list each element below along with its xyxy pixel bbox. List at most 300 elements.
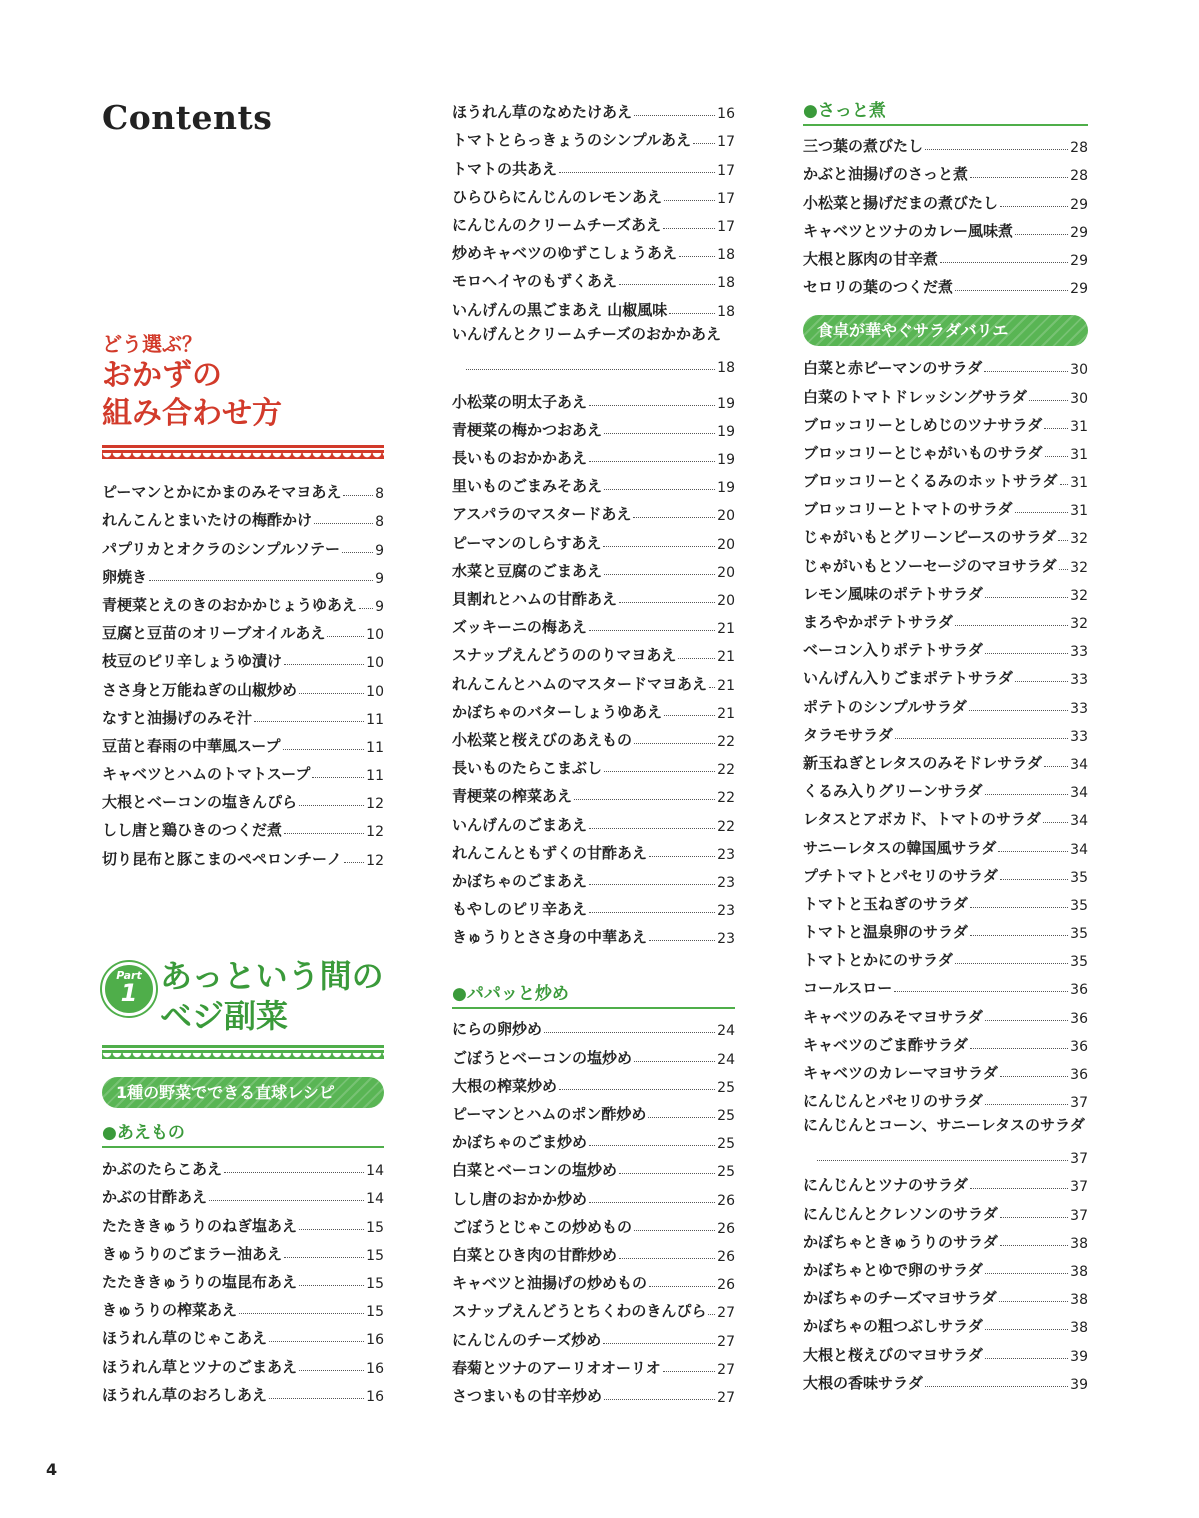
toc-entry-page: 35 [1070,869,1088,886]
toc-entry-page: 24 [717,1051,735,1068]
dot-leader [603,546,715,547]
toc-entry-title: 里いものごまみそあえ [452,477,603,496]
dot-leader [283,749,365,750]
dot-leader [1045,456,1069,457]
section-combination-header [102,328,384,459]
aemono-header [102,1120,384,1150]
toc-entry [803,547,1088,575]
toc-entry-page: 25 [717,1108,735,1124]
toc-entry [452,919,735,947]
toc-entry-page: 35 [1070,897,1088,914]
toc-entry-title: れんこんとハムのマスタードマヨあえ [452,674,708,693]
toc-entry-page: 21 [717,677,735,694]
toc-entry [102,615,384,643]
toc-entry-page: 15 [366,1304,384,1321]
toc-entry [102,1377,384,1405]
toc-entry-title: きゅうりとささ身の中華あえ [452,928,648,947]
toc-entry-title: 豆腐と豆苗のオリーブオイルあえ [102,624,326,643]
toc-entry-page: 10 [366,683,384,700]
dot-leader [925,149,1068,150]
dot-leader [894,991,1068,992]
dot-leader [224,1172,364,1173]
salad-wrap-page: 37 [1070,1151,1088,1168]
toc-entry-page: 15 [366,1219,384,1236]
aemono-heading: ●あえもの [102,1120,384,1148]
dot-leader [1044,428,1068,429]
dot-leader [970,177,1068,178]
dot-leader [342,552,373,553]
dot-leader [955,290,1068,291]
toc-entry-title: レモン風味のポテトサラダ [803,584,983,603]
ni-list [803,128,1088,297]
toc-entry-title: いんげんの黒ごまあえ 山椒風味 [452,300,668,319]
toc-entry [803,491,1088,519]
toc-entry [452,609,735,637]
toc-entry [803,1055,1088,1083]
toc-entry [452,806,735,834]
toc-entry [452,1321,735,1349]
toc-entry-title: 長いものおかかあえ [452,449,588,468]
toc-entry [803,1336,1088,1364]
dot-leader [985,597,1068,598]
toc-entry-page: 38 [1070,1292,1088,1309]
toc-entry-title: なすと油揚げのみそ汁 [102,708,253,727]
dot-leader [999,1301,1068,1302]
toc-entry-title: れんこんとまいたけの梅酢かけ [102,511,313,530]
toc-entry [803,350,1088,378]
toc-entry [102,587,384,615]
toc-entry-page: 22 [717,818,735,835]
toc-entry [452,1378,735,1406]
toc-entry-title: いんげんのごまあえ [452,815,588,834]
toc-entry-title: ブロッコリーとしめじのツナサラダ [803,415,1043,434]
toc-entry-page: 19 [717,452,735,469]
green-scallop-divider [102,1045,384,1059]
dot-leader [149,580,373,581]
toc-entry [102,784,384,812]
toc-entry-page: 35 [1070,954,1088,971]
toc-entry-page: 31 [1070,418,1088,435]
dot-leader [969,710,1068,711]
toc-entry [803,1224,1088,1252]
toc-entry-page: 36 [1070,1038,1088,1055]
dot-leader [343,495,373,496]
toc-entry [803,801,1088,829]
dot-leader [589,884,715,885]
page-title: Contents [102,98,273,137]
toc-entry-page: 36 [1070,1067,1088,1083]
toc-entry [452,468,735,496]
toc-entry-title: たたききゅうりの塩昆布あえ [102,1272,298,1291]
toc-entry [452,581,735,609]
toc-entry-page: 17 [717,162,735,179]
toc-entry-title: じゃがいもとグリーンピースのサラダ [803,528,1057,547]
toc-entry-title: かぼちゃときゅうりのサラダ [803,1232,998,1251]
toc-entry-title: にんじんのクリームチーズあえ [452,215,661,234]
toc-entry-page: 26 [717,1277,735,1294]
dot-leader [589,828,715,829]
toc-entry-title: たたききゅうりのねぎ塩あえ [102,1216,298,1235]
toc-entry [452,637,735,665]
toc-entry-title: しし唐のおかか炒め [452,1189,588,1208]
toc-entry [452,553,735,581]
toc-entry-page: 16 [366,1360,384,1377]
toc-entry-page: 20 [717,508,735,525]
toc-entry [452,1265,735,1293]
toc-entry-title: プチトマトとパセリのサラダ [803,866,998,885]
toc-entry-title: 貝割れとハムの甘酢あえ [452,590,618,608]
toc-entry-page: 11 [366,711,384,728]
toc-entry [803,463,1088,491]
dot-leader [708,1314,715,1315]
toc-entry [452,524,735,552]
dot-leader [314,523,373,524]
toc-entry-title: 小松菜と揚げだまの煮びたし [803,193,999,212]
toc-entry-page: 22 [717,790,735,807]
toc-entry-page: 17 [717,218,735,235]
dot-leader [604,489,715,490]
dot-leader [559,1089,715,1090]
toc-entry-page: 25 [717,1164,735,1181]
toc-entry [452,778,735,806]
toc-entry-title: 切り昆布と豚こまのペペロンチーノ [102,849,342,868]
toc-entry-page: 27 [717,1305,735,1322]
toc-entry [803,1280,1088,1308]
toc-entry [452,94,735,122]
part-title-line1: あっという間の [160,957,384,995]
toc-entry-title: しし唐と鶏ひきのつくだ煮 [102,821,283,840]
toc-entry-title: アスパラのマスタードあえ [452,505,632,524]
toc-entry [452,665,735,693]
dot-leader [1000,1076,1068,1077]
toc-entry-title: もやしのピリ辛あえ [452,900,588,919]
aemono-wrap-entry [452,320,735,376]
toc-entry-page: 16 [717,106,735,123]
toc-entry [803,241,1088,269]
toc-entry-title: ピーマンとかにかまのみそマヨあえ [102,483,342,502]
toc-entry-page: 32 [1070,587,1088,604]
column-b [452,94,735,1406]
dot-leader [604,771,715,772]
dot-leader [664,715,715,716]
toc-entry-title: にらの卵炒め [452,1020,543,1039]
toc-entry-page: 23 [717,903,735,920]
dot-leader [985,653,1068,654]
toc-entry-page: 23 [717,846,735,863]
part-title [160,956,384,1036]
toc-entry-title: 青梗菜の梅かつおあえ [452,420,603,439]
toc-entry-page: 20 [717,593,735,609]
dot-leader [589,912,715,913]
dot-leader [604,1399,715,1400]
toc-entry-title: ほうれん草のなめたけあえ [452,103,633,122]
toc-entry-page: 28 [1070,168,1088,185]
dot-leader [559,172,715,173]
toc-entry-title: セロリの葉のつくだ煮 [803,278,954,297]
dot-leader [619,602,715,603]
dot-leader [1044,766,1068,767]
toc-entry [803,1365,1088,1393]
toc-entry [803,184,1088,212]
toc-entry [102,559,384,587]
toc-entry-title: コールスロー [803,979,893,998]
toc-entry-title: ほうれん草のじゃこあえ [102,1329,268,1348]
toc-entry-page: 31 [1070,503,1088,520]
toc-entry-page: 29 [1070,281,1088,298]
toc-entry-page: 36 [1070,982,1088,999]
dot-leader [1015,234,1068,235]
toc-entry-title: モロヘイヤのもずくあえ [452,272,618,291]
toc-entry-title: キャベツとツナのカレー風味煮 [803,221,1014,240]
toc-entry-title: ピーマンとハムのポン酢炒め [452,1105,647,1123]
toc-entry [452,263,735,291]
toc-entry-page: 24 [717,1023,735,1040]
toc-entry [102,812,384,840]
toc-entry-title: ごぼうとじゃこの炒めもの [452,1217,633,1236]
toc-entry-page: 27 [717,1333,735,1350]
toc-entry-title: まろやかポテトサラダ [803,613,953,631]
dot-leader [970,1188,1068,1189]
dot-leader [648,1117,715,1118]
toc-entry [452,150,735,178]
toc-entry [452,179,735,207]
toc-entry-page: 17 [717,190,735,207]
toc-entry [803,942,1088,970]
toc-entry [102,502,384,530]
toc-entry-page: 39 [1070,1376,1088,1393]
toc-entry-page: 30 [1070,390,1088,407]
page-number: 4 [46,1460,58,1479]
toc-entry [803,213,1088,241]
toc-entry-page: 33 [1070,672,1088,689]
toc-entry-title: レタスとアボカド、トマトのサラダ [803,810,1041,829]
toc-entry-page: 37 [1070,1179,1088,1196]
dot-leader [1000,1245,1068,1246]
toc-entry-title: スナップえんどうとちくわのきんぴら [452,1302,707,1321]
toc-entry-title: ごぼうとベーコンの塩炒め [452,1048,633,1067]
dot-leader [925,1386,1068,1387]
dot-leader [679,256,715,257]
section-subtitle: どう選ぶ？ [102,332,202,356]
toc-entry-page: 38 [1070,1320,1088,1337]
toc-entry [803,886,1088,914]
toc-entry-page: 34 [1070,813,1088,830]
toc-entry-title: かぶの甘酢あえ [102,1188,208,1207]
toc-entry-title: いんげん入りごまポテトサラダ [803,669,1013,688]
toc-entry [452,750,735,778]
toc-entry-title: くるみ入りグリーンサラダ [803,782,983,801]
toc-entry [803,1195,1088,1223]
toc-entry-page: 28 [1070,140,1088,157]
toc-entry-title: キャベツのカレーマヨサラダ [803,1064,998,1082]
section-title-line1: おかずの [102,358,222,393]
toc-entry-title: 大根と豚肉の甘辛煮 [803,249,939,268]
toc-entry [452,235,735,263]
toc-entry-title: 炒めキャベツのゆずこしょうあえ [452,244,678,263]
dot-leader [678,658,715,659]
toc-entry-page: 20 [717,536,735,553]
salad-wrap-title: にんじんとコーン、サニーレタスのサラダ [803,1116,1085,1135]
toc-entry-page: 16 [366,1388,384,1405]
toc-entry-title: 青梗菜の榨菜あえ [452,787,573,806]
dot-leader [955,963,1068,964]
toc-entry-page: 22 [717,733,735,750]
toc-entry [803,1308,1088,1336]
dot-leader [1058,540,1068,541]
wrap-entry-title: いんげんとクリームチーズのおかかあえ [452,324,721,343]
toc-entry-title: かぶと油揚げのさっと煮 [803,165,969,184]
toc-entry [102,1151,384,1179]
toc-entry-title: ピーマンのしらすあえ [452,533,602,552]
toc-entry [452,891,735,919]
dot-leader [998,851,1068,852]
dot-leader [589,1202,715,1203]
dot-leader [1015,681,1068,682]
dot-leader [269,1398,364,1399]
toc-entry-page: 33 [1070,644,1088,661]
dot-leader [955,625,1068,626]
toc-entry [452,1237,735,1265]
toc-entry [803,156,1088,184]
salad-wrap-entry [803,1111,1088,1167]
toc-entry-title: かぶのたらこあえ [102,1160,223,1179]
toc-entry [803,128,1088,156]
toc-entry-page: 36 [1070,1010,1088,1027]
part-badge [102,962,156,1016]
toc-entry-title: かぼちゃの粗つぶしサラダ [803,1317,983,1336]
dot-leader [649,940,715,941]
toc-entry-title: 大根の香味サラダ [803,1373,923,1392]
toc-entry-page: 32 [1070,616,1088,632]
dot-leader [299,805,364,806]
wrap-entry-page: 18 [717,359,735,376]
dot-leader [634,743,715,744]
toc-entry-title: かぼちゃとゆで卵のサラダ [803,1260,983,1279]
pill-label: 1種の野菜でできる直球レシピ [102,1077,384,1108]
toc-entry [452,1209,735,1237]
toc-entry-title: ポテトのシンプルサラダ [803,697,967,716]
toc-entry-page: 19 [717,395,735,412]
toc-entry-page: 29 [1070,252,1088,269]
toc-entry-title: トマトの共あえ [452,159,558,178]
toc-entry-page: 34 [1070,756,1088,773]
dot-leader [574,799,715,800]
toc-entry-title: キャベツのごま酢サラダ [803,1035,968,1054]
dot-leader [693,143,715,144]
toc-entry-page: 23 [717,874,735,891]
toc-entry-page: 32 [1070,531,1088,548]
dot-leader [663,1371,715,1372]
itame-heading: ●パパッと炒め [452,981,735,1009]
toc-entry [803,604,1088,632]
toc-entry [452,1350,735,1378]
toc-entry-page: 26 [717,1220,735,1237]
toc-entry [102,643,384,671]
section-title-line2: 組み合わせ方 [102,396,282,431]
dot-leader [344,862,364,863]
dot-leader [985,794,1069,795]
toc-entry-page: 11 [366,768,384,785]
toc-entry-page: 9 [375,598,384,615]
toc-entry-title: キャベツと油揚げの炒めもの [452,1274,648,1293]
toc-entry [452,1011,735,1039]
toc-entry-title: にんじんとツナのサラダ [803,1176,968,1195]
toc-entry [803,688,1088,716]
column-c [803,98,1088,1393]
dot-leader [299,1229,364,1230]
toc-entry [803,519,1088,547]
toc-entry-page: 12 [366,796,384,813]
toc-entry-page: 9 [375,542,384,559]
dot-leader [327,636,364,637]
toc-entry [803,435,1088,463]
dot-leader [985,1273,1068,1274]
toc-entry-title: キャベツとハムのトマトスープ [102,765,311,784]
toc-entry [452,722,735,750]
dot-leader [604,433,715,434]
toc-entry-title: ズッキーニの梅あえ [452,618,587,637]
toc-entry-page: 27 [717,1361,735,1378]
dot-leader [604,574,715,575]
toc-entry-page: 15 [366,1247,384,1264]
dot-leader [299,693,364,694]
toc-entry-title: ほうれん草のおろしあえ [102,1385,268,1404]
aemono-list-a [102,1151,384,1405]
toc-entry [452,694,735,722]
toc-entry-page: 39 [1070,1348,1088,1365]
toc-entry-title: にんじんとクレソンのサラダ [803,1204,998,1223]
ni-heading: ●さっと煮 [803,98,1088,126]
dot-leader [664,200,715,201]
toc-entry-page: 14 [366,1191,384,1208]
toc-entry-page: 8 [375,486,384,503]
toc-entry-title: 春菊とツナのアーリオオーリオ [452,1358,661,1377]
toc-entry-title: 白菜とベーコンの塩炒め [452,1161,618,1180]
dot-leader [634,1230,715,1231]
toc-entry-title: じゃがいもとソーセージのマヨサラダ [803,556,1057,575]
toc-entry-page: 37 [1070,1095,1088,1112]
dot-leader [970,1048,1068,1049]
dot-leader [634,1061,715,1062]
toc-entry [102,1348,384,1376]
toc-entry [803,717,1088,745]
toc-entry-title: かぼちゃのごまあえ [452,871,588,890]
toc-entry-page: 9 [375,570,384,587]
toc-entry-page: 18 [717,275,735,292]
dot-leader [1029,400,1068,401]
toc-entry-title: パプリカとオクラのシンプルソテー [102,539,340,558]
toc-entry-page: 15 [366,1275,384,1292]
toc-entry-title: 白菜のトマトドレッシングサラダ [803,387,1028,406]
dot-leader [649,856,715,857]
toc-entry [452,835,735,863]
toc-entry-page: 20 [717,564,735,581]
toc-entry [452,412,735,440]
dot-leader [984,371,1068,372]
toc-entry-title: れんこんともずくの甘酢あえ [452,843,648,862]
toc-entry-title: 豆苗と春雨の中華風スープ [102,736,281,755]
toc-entry [452,1068,735,1096]
aemono-list-b1 [452,94,735,320]
toc-entry-page: 23 [717,931,735,948]
toc-entry-title: トマトと玉ねぎのサラダ [803,894,968,913]
toc-entry-title: 大根の榨菜炒め [452,1076,558,1095]
toc-entry-page: 32 [1070,559,1088,576]
dot-leader [633,517,715,518]
toc-entry-title: 三つ葉の煮びたし [803,137,924,156]
red-scallop-divider [102,445,384,459]
toc-entry-page: 21 [717,621,735,638]
